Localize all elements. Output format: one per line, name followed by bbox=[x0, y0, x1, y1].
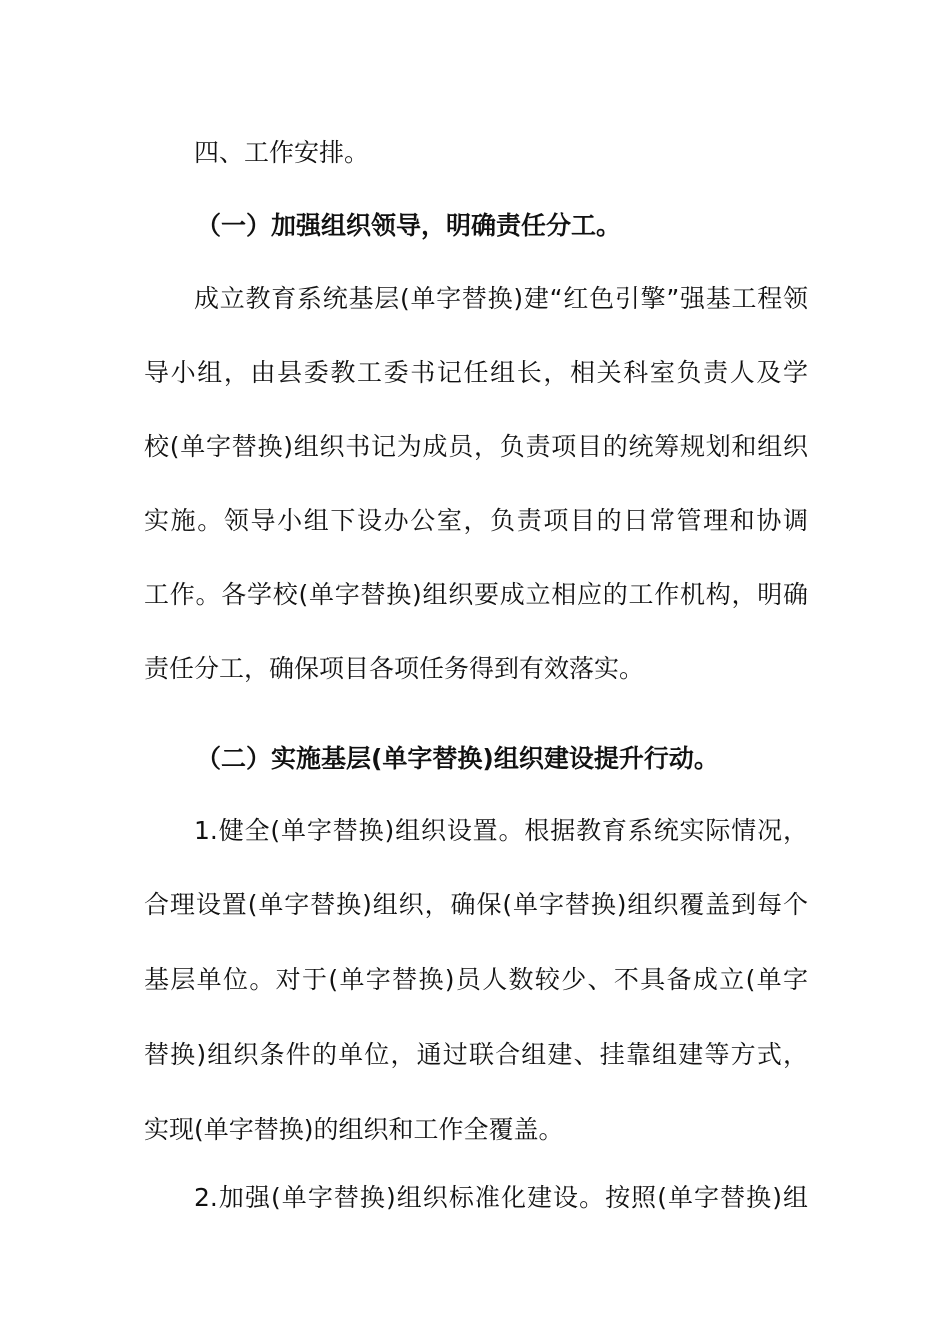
paragraph-line: 替换)组织条件的单位，通过联合组建、挂靠组建等方式， bbox=[144, 1040, 808, 1069]
subsection-1-heading: （一）加强组织领导，明确责任分工。 bbox=[196, 211, 622, 240]
section-heading: 四、工作安排。 bbox=[194, 138, 370, 167]
paragraph-line: 实现(单字替换)的组织和工作全覆盖。 bbox=[144, 1115, 564, 1144]
paragraph-line: 导小组，由县委教工委书记任组长，相关科室负责人及学 bbox=[144, 358, 808, 387]
paragraph-line: 工作。各学校(单字替换)组织要成立相应的工作机构，明确 bbox=[144, 580, 808, 609]
paragraph-line: 2.加强(单字替换)组织标准化建设。按照(单字替换)组 bbox=[194, 1183, 808, 1212]
paragraph-line: 成立教育系统基层(单字替换)建“红色引擎”强基工程领 bbox=[194, 284, 808, 313]
paragraph-line: 责任分工，确保项目各项任务得到有效落实。 bbox=[144, 654, 645, 683]
paragraph-line: 校(单字替换)组织书记为成员，负责项目的统筹规划和组织 bbox=[144, 432, 808, 461]
subsection-2-heading: （二）实施基层(单字替换)组织建设提升行动。 bbox=[196, 744, 719, 773]
paragraph-line: 合理设置(单字替换)组织，确保(单字替换)组织覆盖到每个 bbox=[144, 890, 808, 919]
paragraph-line: 基层单位。对于(单字替换)员人数较少、不具备成立(单字 bbox=[144, 965, 808, 994]
paragraph-line: 实施。领导小组下设办公室，负责项目的日常管理和协调 bbox=[144, 506, 808, 535]
paragraph-line: 1.健全(单字替换)组织设置。根据教育系统实际情况， bbox=[194, 816, 808, 845]
